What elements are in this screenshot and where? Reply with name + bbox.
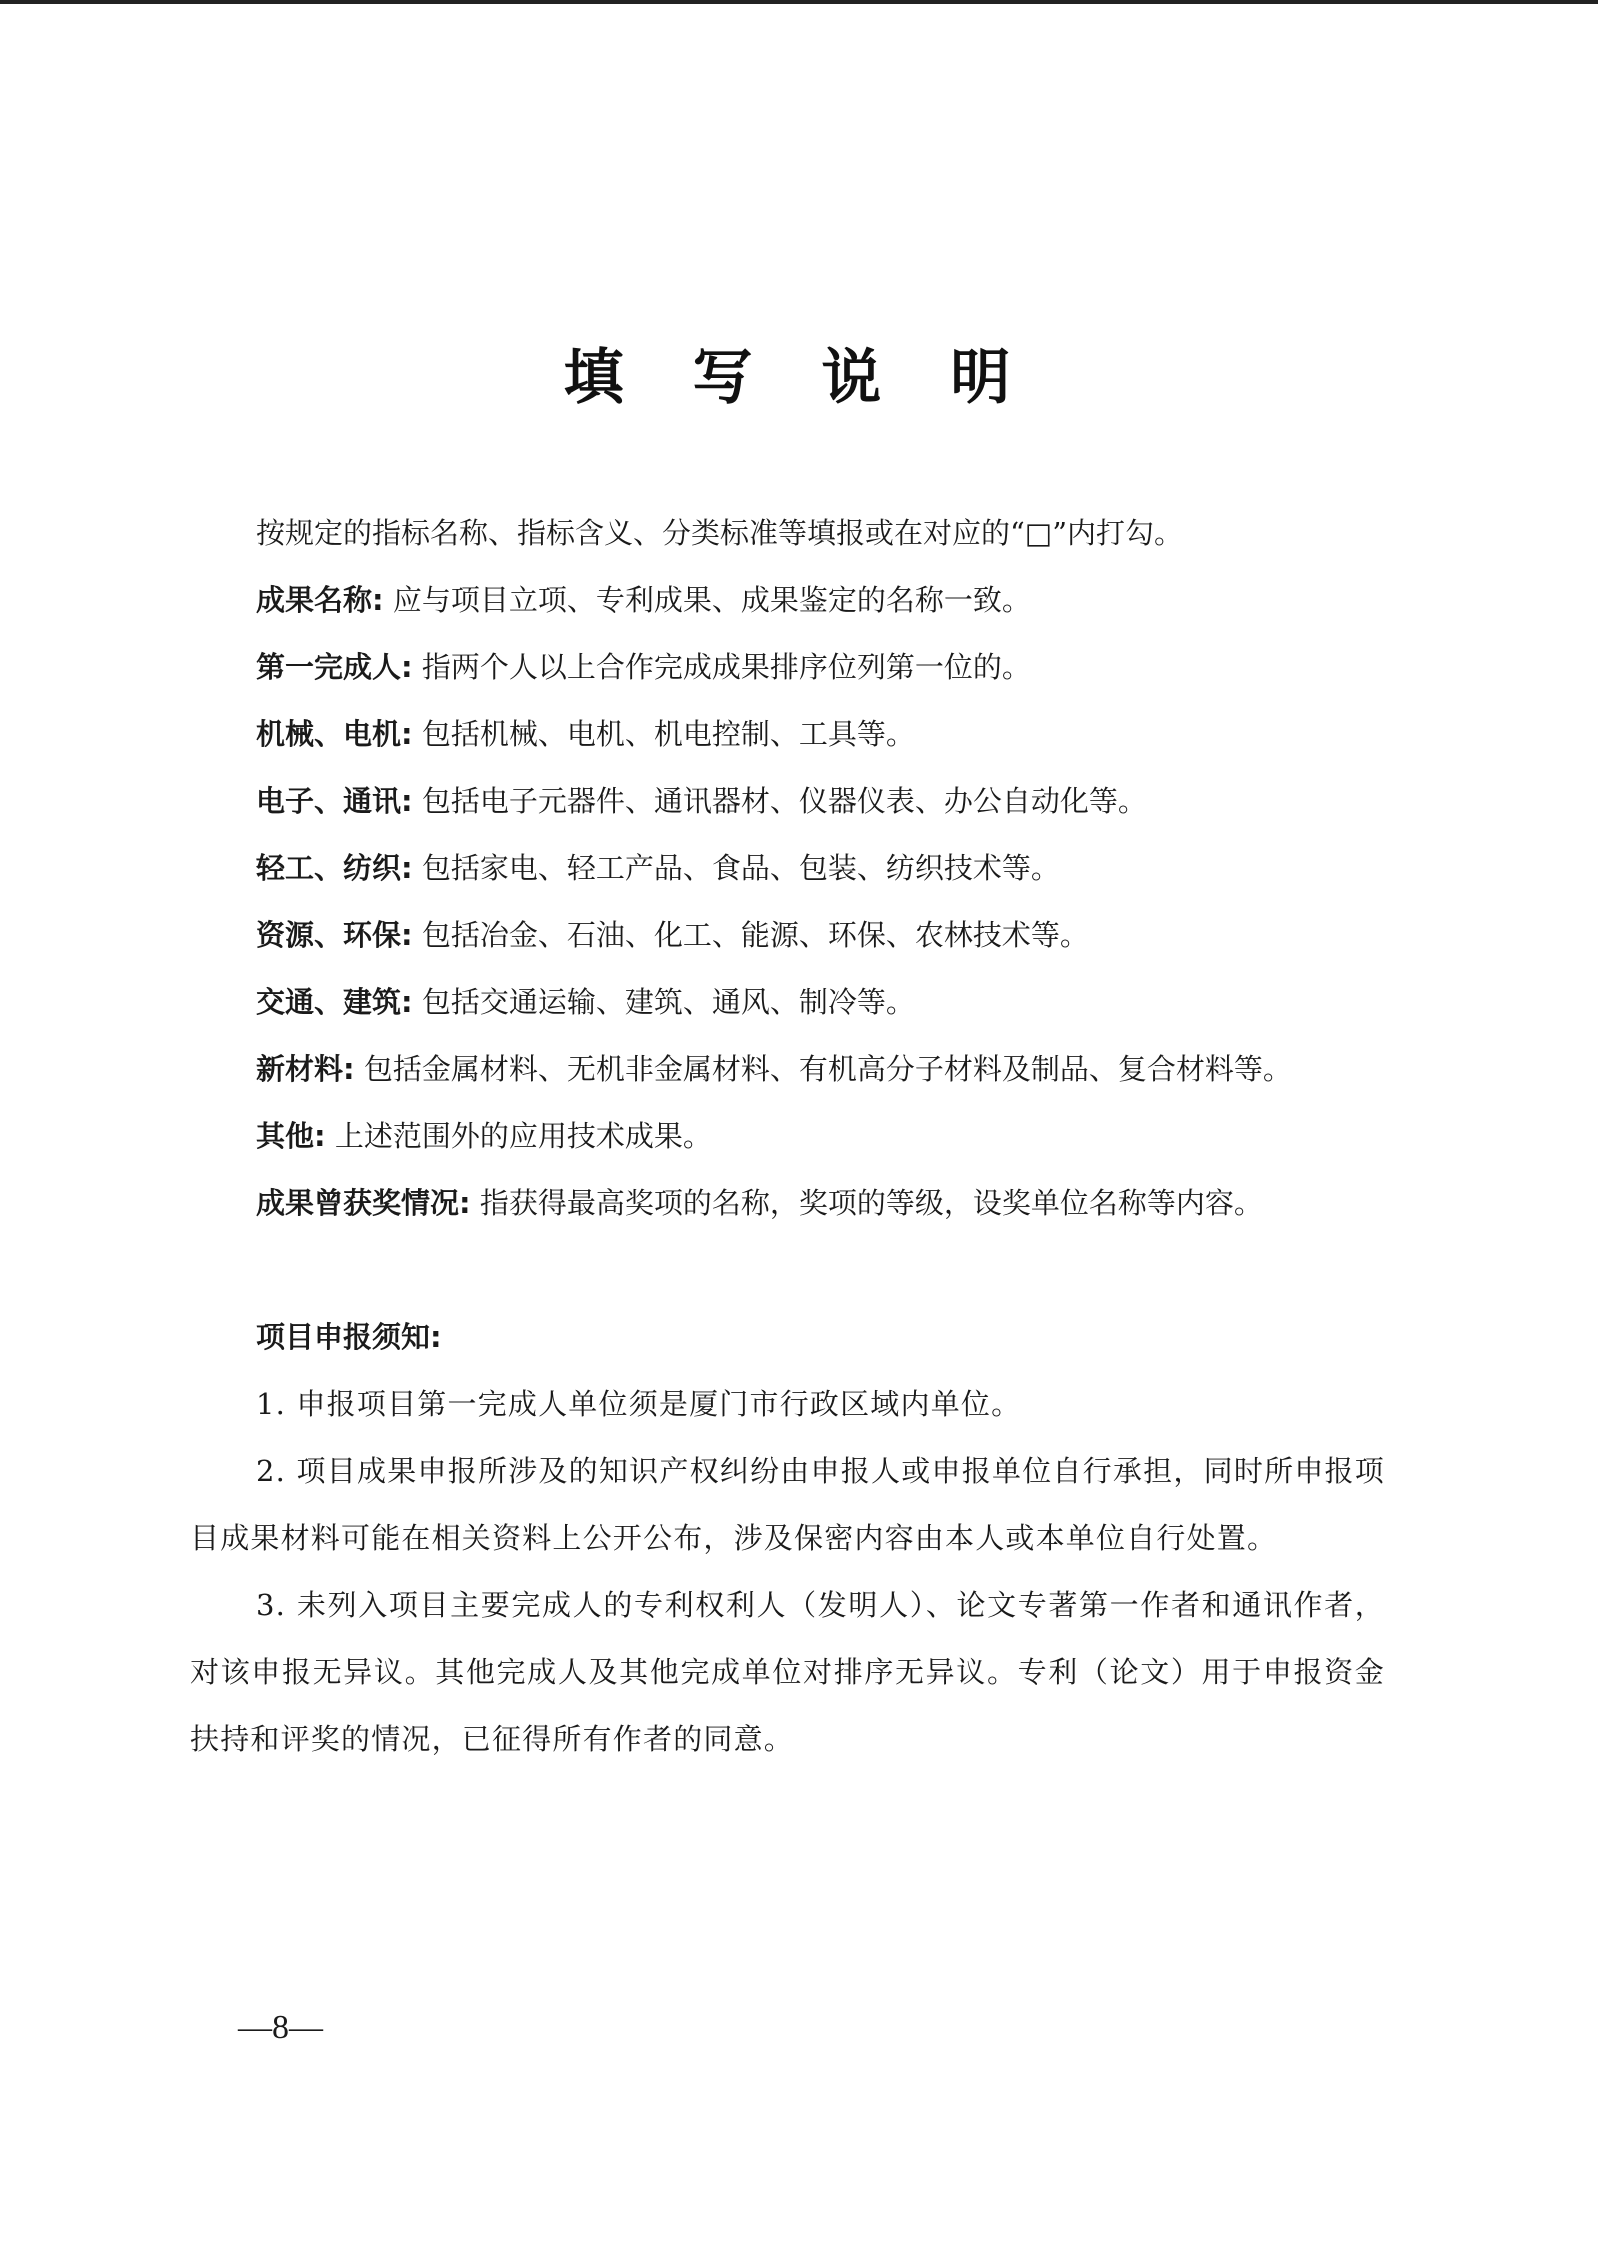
definition-term: 成果曾获奖情况:	[256, 1186, 471, 1220]
definition-item	[190, 1170, 1385, 1237]
definition-term: 电子、通讯:	[256, 784, 413, 818]
definition-text: 应与项目立项、专利成果、成果鉴定的名称一致。	[392, 583, 1031, 617]
definition-text: 上述范围外的应用技术成果。	[334, 1119, 712, 1153]
definition-item	[190, 902, 1385, 969]
definition-term: 第一完成人:	[256, 650, 413, 684]
definition-item	[190, 1103, 1385, 1170]
page-number: —8—	[238, 2009, 323, 2046]
definition-term: 交通、建筑:	[256, 985, 413, 1019]
definition-item	[190, 969, 1385, 1036]
definition-item	[190, 634, 1385, 701]
definition-text: 包括冶金、石油、化工、能源、环保、农林技术等。	[421, 918, 1089, 952]
notes-item: 2. 项目成果申报所涉及的知识产权纠纷由申报人或申报单位自行承担，同时所申报项目成果材料可能在相关资料上公开公布，涉及保密内容由本人或本单位自行处置。	[190, 1454, 1385, 1555]
notes-item: 3. 未列入项目主要完成人的专利权利人（发明人）、论文专著第一作者和通讯作者，对该申报无异议。其他完成人及其他完成单位对排序无异议。专利（论文）用于申报资金扶持和评奖的情况，已征得所有作者的同意。	[190, 1588, 1385, 1756]
page-title: 填 写 说 明	[563, 343, 1035, 413]
definition-text: 包括金属材料、无机非金属材料、有机高分子材料及制品、复合材料等。	[363, 1052, 1292, 1086]
definition-text: 包括机械、电机、机电控制、工具等。	[421, 717, 915, 751]
definition-term: 其他:	[256, 1119, 326, 1153]
notes-item: 1. 申报项目第一完成人单位须是厦门市行政区域内单位。	[256, 1387, 1022, 1421]
document-body	[190, 500, 1385, 1773]
definition-text: 指两个人以上合作完成成果排序位列第一位的。	[421, 650, 1031, 684]
definition-item	[190, 835, 1385, 902]
definition-term: 新材料:	[256, 1052, 355, 1086]
definition-item	[190, 701, 1385, 768]
notes-heading: 项目申报须知:	[256, 1320, 442, 1354]
definition-item	[190, 567, 1385, 634]
scan-top-edge	[0, 0, 1598, 4]
definition-item	[190, 768, 1385, 835]
definition-term: 机械、电机:	[256, 717, 413, 751]
definition-item	[190, 1036, 1385, 1103]
definition-term: 成果名称:	[256, 583, 384, 617]
definition-text: 指获得最高奖项的名称，奖项的等级，设奖单位名称等内容。	[479, 1186, 1263, 1220]
definition-text: 包括交通运输、建筑、通风、制冷等。	[421, 985, 915, 1019]
intro-paragraph: 按规定的指标名称、指标含义、分类标准等填报或在对应的“□”内打勾。	[256, 516, 1184, 550]
definition-term: 轻工、纺织:	[256, 851, 413, 885]
definition-text: 包括电子元器件、通讯器材、仪器仪表、办公自动化等。	[421, 784, 1147, 818]
definition-term: 资源、环保:	[256, 918, 413, 952]
definition-text: 包括家电、轻工产品、食品、包装、纺织技术等。	[421, 851, 1060, 885]
